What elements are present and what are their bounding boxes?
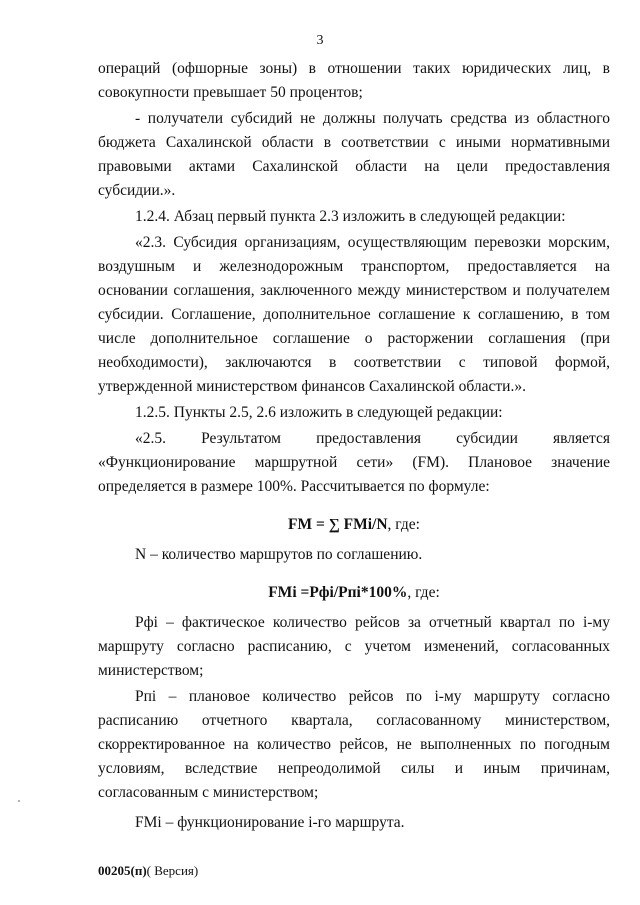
paragraph-offshore: операций (офшорные зоны) в отношении таких юридических лиц, в совокупности превышает 50 процентов; (98, 60, 610, 101)
footer-version: ( Версия) (146, 863, 199, 878)
paragraph-rfi-definition: Рфi – фактическое количество рейсов за отчетный квартал по i-му маршруту согласно расписанию, с учетом изменений, согласованных министерством; (98, 614, 610, 679)
footer (98, 859, 198, 883)
paragraph-amendment-1-2-5: 1.2.5. Пункты 2.5, 2.6 изложить в следующей редакции: (135, 404, 503, 421)
formula-fm (98, 513, 610, 537)
footer-code: 00205(п) (98, 863, 147, 878)
formula-fmi-expression: FMi =Рфi/Рпi*100% (268, 584, 408, 601)
formula-fm-tail: , где: (387, 516, 420, 533)
paragraph-subsidy-recipients: - получатели субсидий не должны получать средства из областного бюджета Сахалинской области в соответствии с иными нормативными правовыми актами Сахалинской области на цели предоставления субсидии.». (98, 110, 610, 199)
formula-fm-expression: FM = ∑ FMi/N (288, 516, 388, 533)
document-body (98, 57, 610, 835)
paragraph-n-definition: N – количество маршрутов по соглашению. (135, 546, 423, 563)
page-number: 3 (316, 33, 324, 48)
paragraph-amendment-1-2-4: 1.2.4. Абзац первый пункта 2.3 изложить в следующей редакции: (135, 208, 566, 225)
formula-fmi (98, 581, 610, 605)
scan-speck (18, 800, 20, 802)
paragraph-rpi-definition: Рпi – плановое количество рейсов по i-му маршруту согласно расписанию отчетного квартала, согласованному министерством, скорректированное на количество рейсов, не выполненных по погодным условиям, вследствие непреодолимой силы и иным причинам, согласованным с министерством; (98, 688, 610, 801)
paragraph-clause-2-3: «2.3. Субсидия организациям, осуществляющим перевозки морским, воздушным и железнодорожным транспортом, предоставляется на основании соглашения, заключенного между министерством и получателем субсидии. Соглашение, дополнительное соглашение к соглашению, в том числе дополнительное соглашение о расторжении соглашения (при необходимости), заключаются в соответствии с типовой формой, утвержденной министерством финансов Сахалинской области.». (98, 234, 610, 395)
paragraph-clause-2-5: «2.5. Результатом предоставления субсидии является «Функционирование маршрутной сети» (FM). Плановое значение определяется в размере 100%. Рассчитывается по формуле: (98, 430, 610, 495)
formula-fmi-tail: , где: (407, 584, 440, 601)
paragraph-fmi-definition: FMi – функционирование i-го маршрута. (135, 814, 405, 831)
